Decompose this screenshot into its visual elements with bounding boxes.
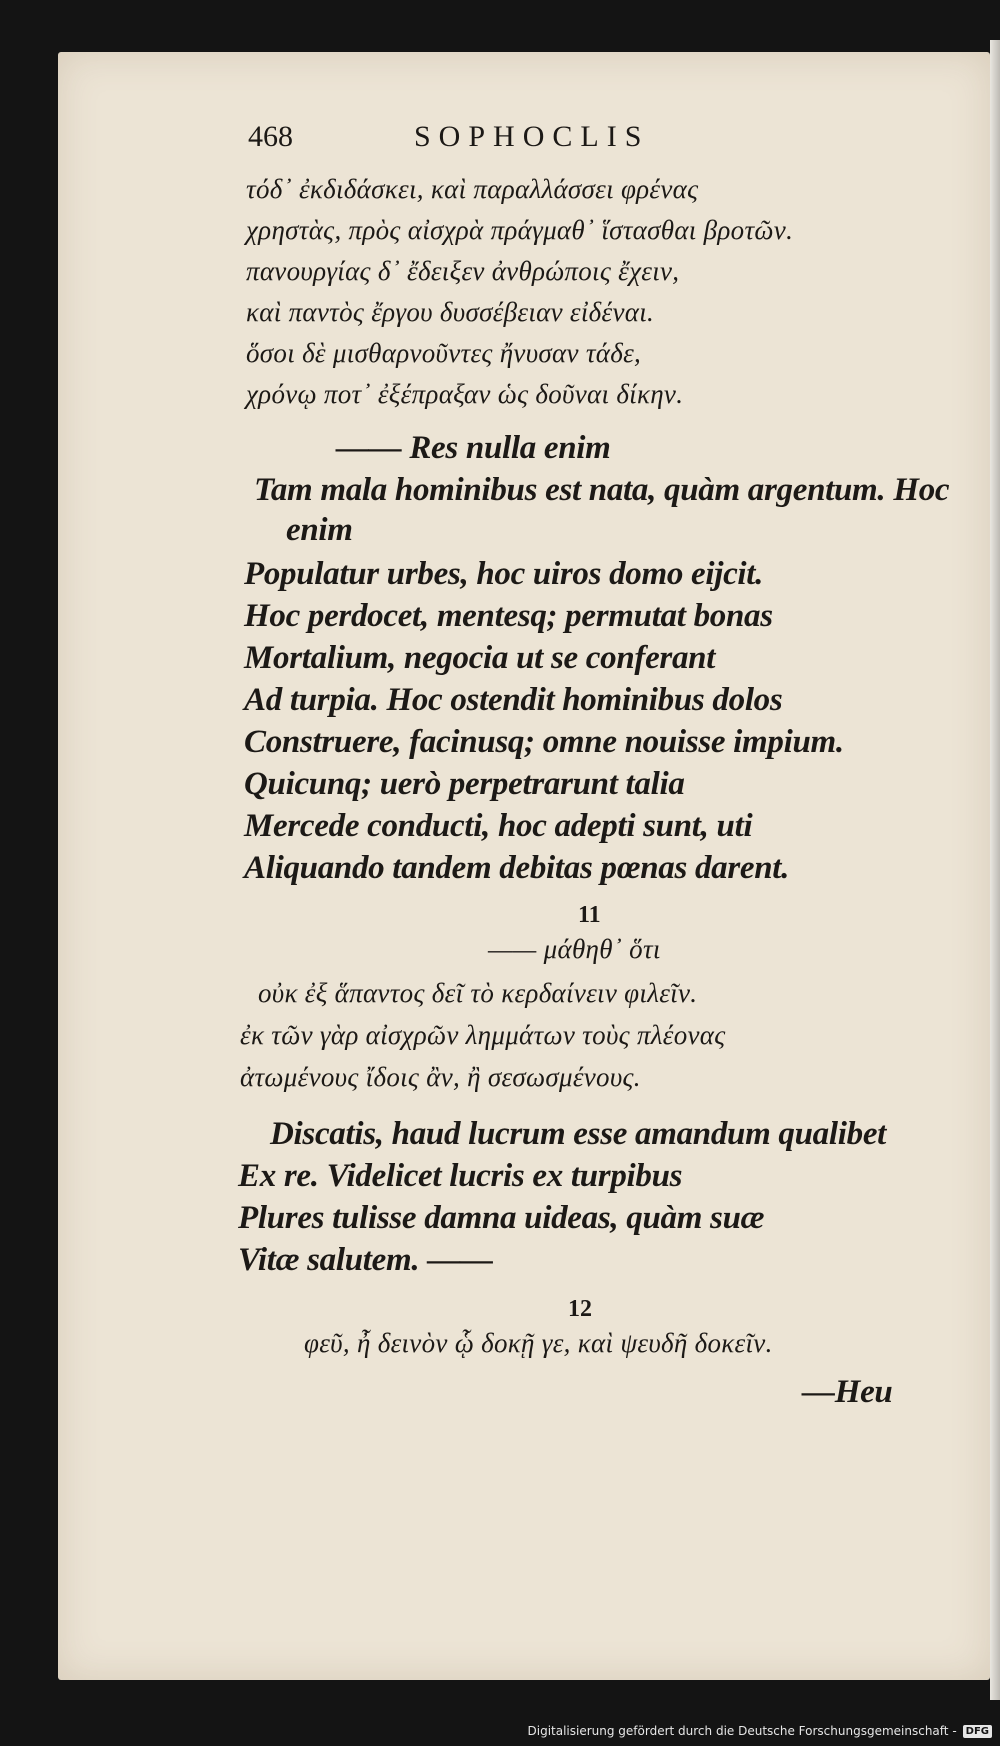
greek-line: οὐκ ἐξ ἅπαντος δεῖ τὸ κερδαίνειν φιλεῖν. — [258, 978, 698, 1008]
greek-line: πανουργίας δ᾽ ἔδειξεν ἀνθρώποις ἔχειν, — [246, 256, 680, 286]
greek-line: χρόνῳ ποτ᾽ ἐξέπραξαν ὡς δοῦναι δίκην. — [246, 379, 684, 409]
running-title: SOPHOCLIS — [414, 120, 650, 153]
greek-line: τόδ᾽ ἐκδιδάσκει, καὶ παραλλάσσει φρένας — [246, 174, 699, 204]
latin-line: enim — [286, 512, 353, 548]
section-number: 12 — [568, 1296, 592, 1322]
footer-credit — [528, 1720, 993, 1742]
catchword: —Heu — [802, 1374, 893, 1410]
page-edge — [990, 40, 1000, 1700]
latin-line: Construere, facinusq; omne nouisse impium. — [244, 724, 844, 760]
dfg-logo: DFG — [963, 1725, 992, 1738]
credit-text: Digitalisierung gefördert durch die Deutsche Forschungsgemeinschaft - — [527, 1724, 957, 1738]
latin-line: Vitæ salutem. —— — [238, 1242, 493, 1278]
latin-line: Populatur urbes, hoc uiros domo eijcit. — [244, 556, 764, 592]
latin-line: Mortalium, negocia ut se conferant — [244, 640, 716, 676]
latin-line: Ex re. Videlicet lucris ex turpibus — [238, 1158, 683, 1194]
greek-line: ἀτωμένους ἴδοις ἂν, ἢ σεσωσμένους. — [240, 1062, 641, 1092]
book-page — [58, 52, 990, 1680]
latin-line: Hoc perdocet, mentesq; permutat bonas — [244, 598, 773, 634]
greek-line: ὅσοι δὲ μισθαρνοῦντες ἤνυσαν τάδε, — [246, 338, 642, 368]
latin-line: Plures tulisse damna uideas, quàm suæ — [238, 1200, 765, 1236]
page-number: 468 — [248, 120, 293, 153]
greek-line: χρηστὰς, πρὸς αἰσχρὰ πράγμαθ᾽ ἵστασθαι βροτῶν. — [246, 215, 794, 245]
latin-line: Aliquando tandem debitas pœnas darent. — [244, 850, 790, 886]
greek-line: ἐκ τῶν γὰρ αἰσχρῶν λημμάτων τοὺς πλέονας — [240, 1020, 726, 1050]
section-number: 11 — [578, 902, 601, 928]
latin-line: Ad turpia. Hoc ostendit hominibus dolos — [244, 682, 783, 718]
latin-line: —— Res nulla enim — [336, 430, 611, 466]
greek-line: καὶ παντὸς ἔργου δυσσέβειαν εἰδέναι. — [246, 297, 655, 327]
greek-line: —— μάθηθ᾽ ὅτι — [488, 934, 661, 964]
latin-line: Mercede conducti, hoc adepti sunt, uti — [244, 808, 753, 844]
latin-line: Tam mala hominibus est nata, quàm argentum. Hoc — [254, 472, 950, 508]
latin-line: Quicunq; uerò perpetrarunt talia — [244, 766, 685, 802]
greek-line: φεῦ, ἦ δεινὸν ᾧ δοκῇ γε, καὶ ψευδῆ δοκεῖν. — [304, 1328, 773, 1358]
latin-line: Discatis, haud lucrum esse amandum qualibet — [270, 1116, 887, 1152]
